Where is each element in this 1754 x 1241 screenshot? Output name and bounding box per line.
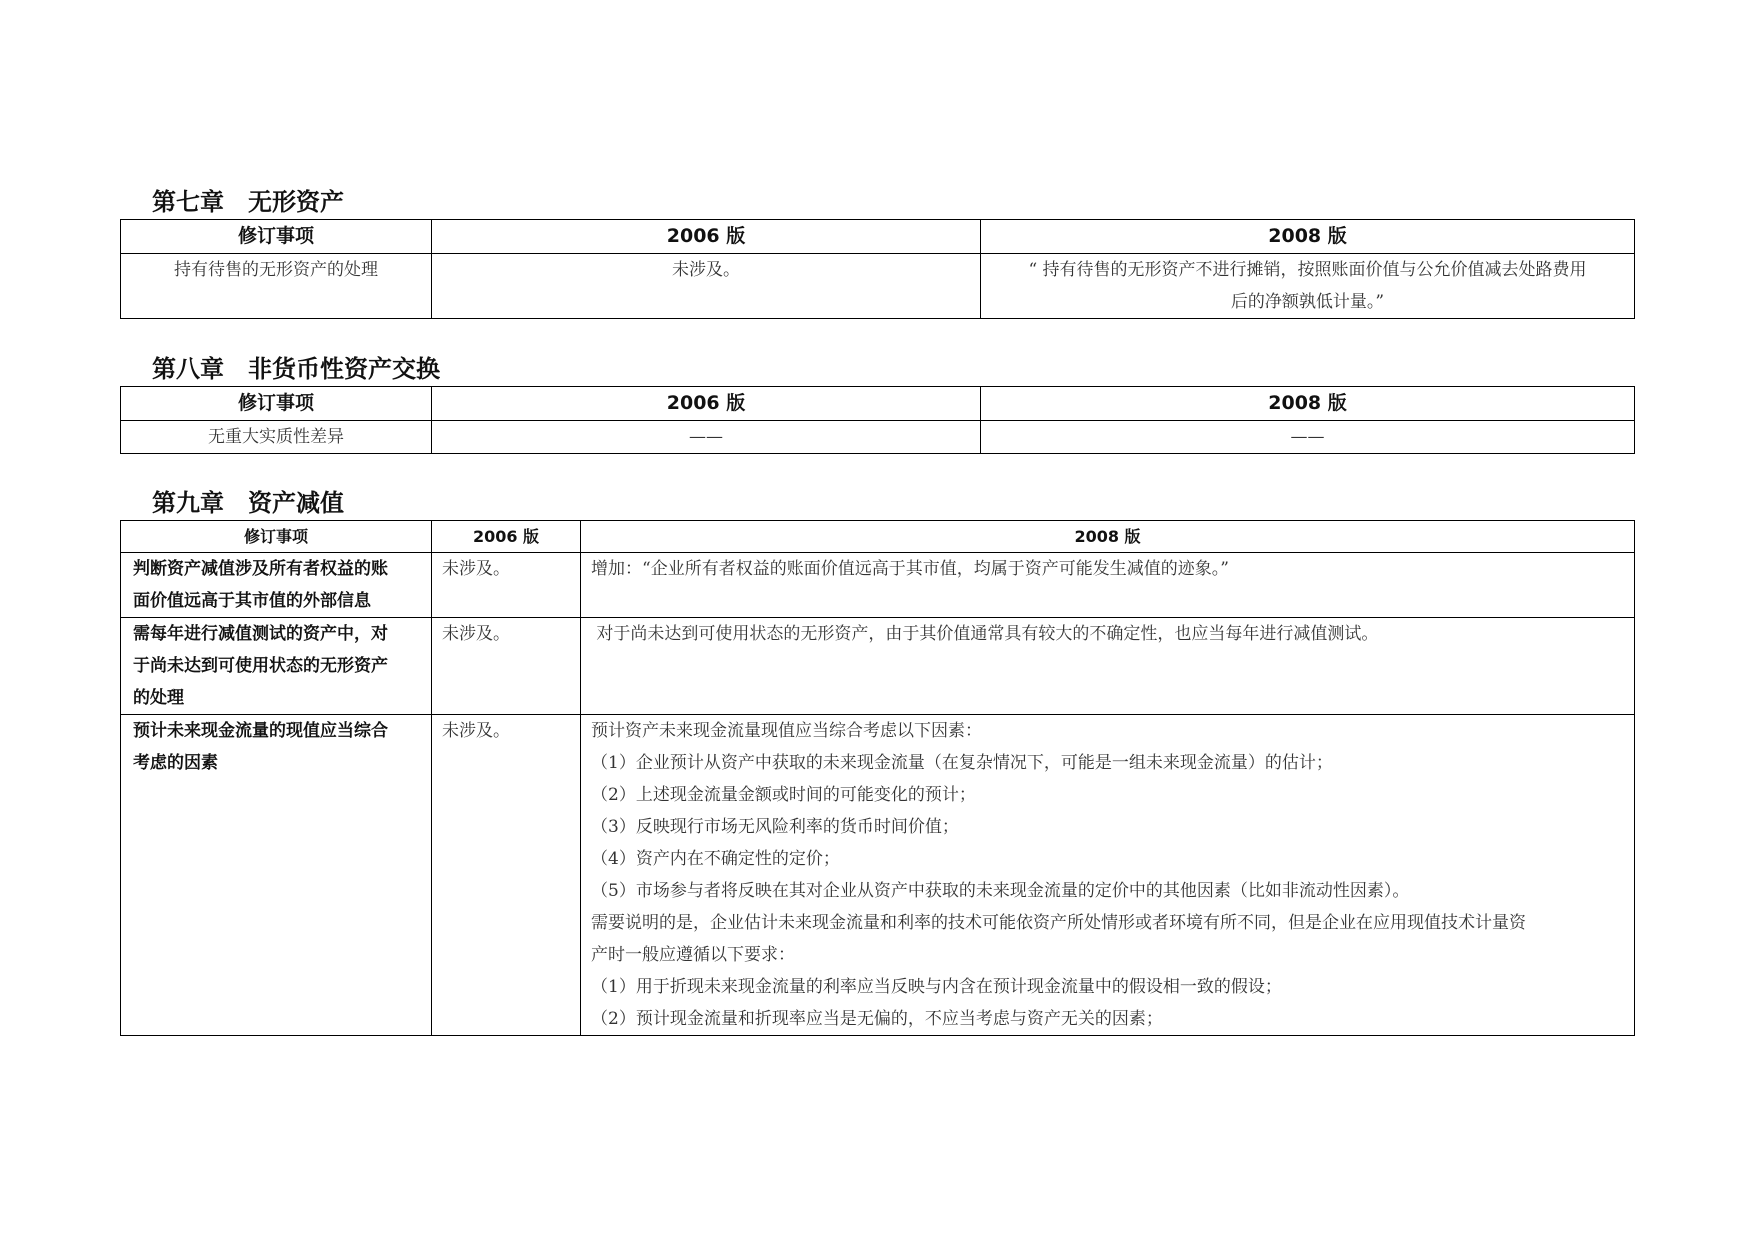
- version-2006-cell: 未涉及。: [432, 715, 581, 1036]
- revision-item-cell: [121, 618, 432, 715]
- cell-text-line: 面价值远高于其市值的外部信息: [133, 591, 371, 611]
- table-row: [121, 618, 1635, 715]
- cell-text-line: 考虑的因素: [133, 753, 218, 773]
- chapter-9-section: [120, 488, 1634, 1036]
- chapter-7-title: 第七章 无形资产: [152, 188, 344, 216]
- chapter-9-title: 第九章 资产减值: [152, 489, 344, 517]
- revision-item-cell: 持有待售的无形资产的处理: [121, 254, 432, 319]
- chapter-7-table: [120, 219, 1635, 319]
- table-header-row: [121, 521, 1635, 553]
- cell-text-line: （2）上述现金流量金额或时间的可能变化的预计；: [591, 785, 976, 805]
- version-2006-cell: 未涉及。: [432, 254, 981, 319]
- cell-text-line: 产时一般应遵循以下要求：: [591, 945, 795, 965]
- table-header-row: [121, 387, 1635, 421]
- chapter-7-section: [120, 187, 1634, 319]
- cell-text-line: （2）预计现金流量和折现率应当是无偏的，不应当考虑与资产无关的因素；: [591, 1009, 1163, 1029]
- revision-item-cell: [121, 553, 432, 618]
- header-revision-item: 修订事项: [121, 387, 432, 421]
- version-2008-cell: ——: [981, 421, 1635, 454]
- table-row: [121, 421, 1635, 454]
- version-2006-cell: ——: [432, 421, 981, 454]
- cell-text-line: （1）用于折现未来现金流量的利率应当反映与内含在预计现金流量中的假设相一致的假设；: [591, 977, 1282, 997]
- cell-text-line: （3）反映现行市场无风险利率的货币时间价值；: [591, 817, 959, 837]
- cell-text-line: （5）市场参与者将反映在其对企业从资产中获取的未来现金流量的定价中的其他因素（比如非流动性因素）。: [591, 881, 1410, 901]
- cell-text-line: 预计未来现金流量的现值应当综合: [133, 721, 388, 741]
- table-header-row: [121, 220, 1635, 254]
- revision-item-cell: 无重大实质性差异: [121, 421, 432, 454]
- version-2008-cell: [981, 254, 1635, 319]
- cell-text-line: 后的净额孰低计量。”: [1230, 292, 1385, 312]
- header-2006-version: 2006 版: [432, 387, 981, 421]
- table-row: [121, 254, 1635, 319]
- revision-item-cell: [121, 715, 432, 1036]
- header-2008-version: 2008 版: [981, 220, 1635, 254]
- cell-text-line: “ 持有待售的无形资产不进行摊销，按照账面价值与公允价值减去处路费用: [1028, 260, 1587, 280]
- cell-text-line: 的处理: [133, 688, 184, 708]
- chapter-8-table: [120, 386, 1635, 454]
- cell-text-line: 于尚未达到可使用状态的无形资产: [133, 656, 388, 676]
- cell-text-line: 需每年进行减值测试的资产中，对: [133, 624, 388, 644]
- version-2008-cell: [581, 553, 1635, 618]
- cell-text-line: （4）资产内在不确定性的定价；: [591, 849, 840, 869]
- cell-text-line: 对于尚未达到可使用状态的无形资产，由于其价值通常具有较大的不确定性，也应当每年进行减值测试。: [591, 624, 1379, 644]
- table-row: [121, 553, 1635, 618]
- version-2008-cell: [581, 618, 1635, 715]
- version-2008-cell: [581, 715, 1635, 1036]
- header-revision-item: 修订事项: [121, 521, 432, 553]
- cell-text-line: 预计资产未来现金流量现值应当综合考虑以下因素：: [591, 721, 982, 741]
- header-2006-version: 2006 版: [432, 521, 581, 553]
- table-row: [121, 715, 1635, 1036]
- cell-text-line: 增加：“企业所有者权益的账面价值远高于其市值，均属于资产可能发生减值的迹象。”: [591, 559, 1229, 579]
- header-2006-version: 2006 版: [432, 220, 981, 254]
- chapter-8-title: 第八章 非货币性资产交换: [152, 355, 440, 383]
- version-2006-cell: 未涉及。: [432, 618, 581, 715]
- header-2008-version: 2008 版: [981, 387, 1635, 421]
- version-2006-cell: 未涉及。: [432, 553, 581, 618]
- cell-text-line: 需要说明的是，企业估计未来现金流量和利率的技术可能依资产所处情形或者环境有所不同，但是企业在应用现值技术计量资: [591, 913, 1526, 933]
- header-revision-item: 修订事项: [121, 220, 432, 254]
- chapter-9-table: [120, 520, 1635, 1036]
- cell-text-line: 判断资产减值涉及所有者权益的账: [133, 559, 388, 579]
- header-2008-version: 2008 版: [581, 521, 1635, 553]
- chapter-8-section: [120, 354, 1634, 454]
- cell-text-line: （1）企业预计从资产中获取的未来现金流量（在复杂情况下，可能是一组未来现金流量）的估计；: [591, 753, 1333, 773]
